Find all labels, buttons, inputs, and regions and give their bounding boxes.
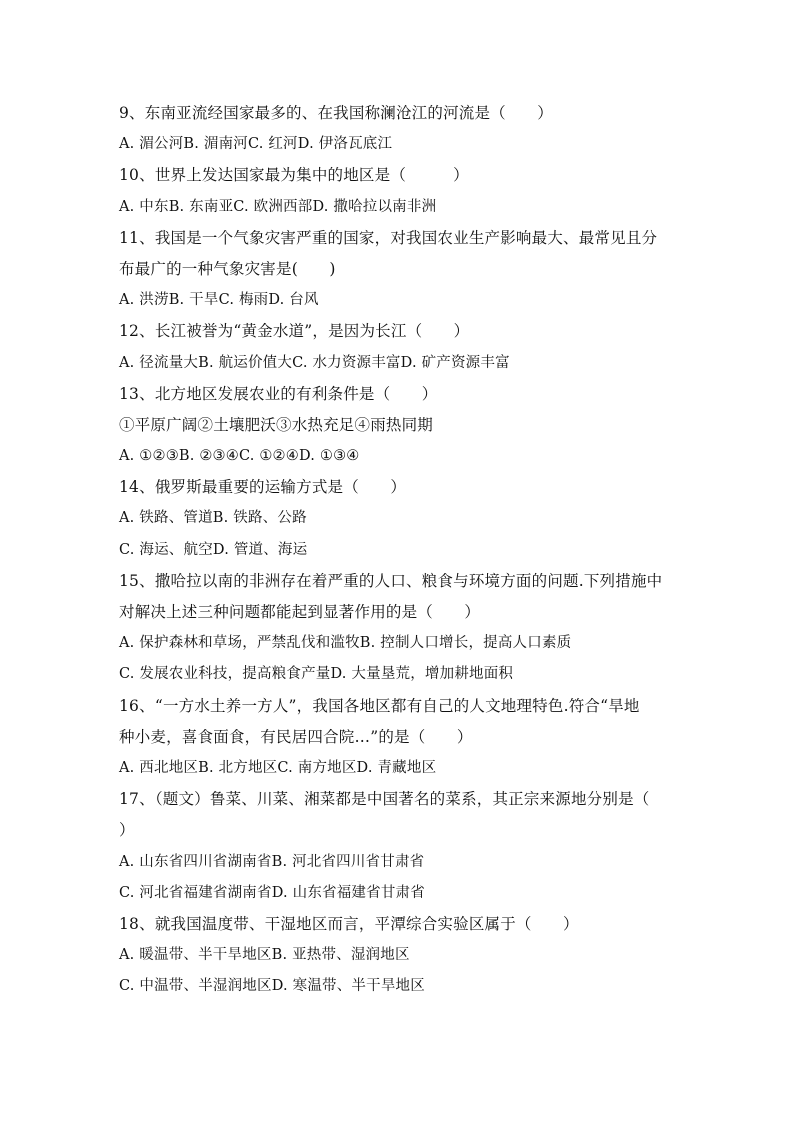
question-q11: [119, 223, 679, 317]
answer-options-line: A. 径流量大B. 航运价值大C. 水力资源丰富D. 矿产资源丰富: [119, 354, 510, 371]
question-q12: [119, 316, 679, 378]
answer-options-line: A. 保护森林和草场，严禁乱伐和滥牧B. 控制人口增长，提高人口素质: [119, 635, 572, 652]
question-q13: [119, 379, 679, 473]
answer-options-line: C. 海运、航空D. 管道、海运: [119, 541, 308, 558]
question-stem-line: 13、北方地区发展农业的有利条件是（ ）: [119, 384, 438, 403]
answer-options-line: A. 铁路、管道B. 铁路、公路: [119, 510, 307, 527]
question-q10: [119, 160, 679, 222]
answer-options-line: C. 发展农业科技，提高粮食产量D. 大量垦荒，增加耕地面积: [119, 666, 514, 683]
answer-options-line: A. 中东B. 东南亚C. 欧洲西部D. 撒哈拉以南非洲: [119, 198, 437, 215]
answer-options-line: A. 暖温带、半干旱地区B. 亚热带、湿润地区: [119, 947, 410, 964]
question-stem-line: 16、“一方水土养一方人”，我国各地区都有自己的人文地理特色.符合“旱地: [119, 696, 640, 715]
question-stem-line: 9、东南亚流经国家最多的、在我国称澜沧江的河流是（ ）: [119, 104, 553, 122]
question-q15: [119, 566, 679, 691]
question-stem-line: 对解决上述三种问题都能起到显著作用的是（ ）: [119, 603, 481, 621]
answer-options-line: A. 山东省四川省湖南省B. 河北省四川省甘肃省: [119, 853, 425, 870]
question-list: [119, 98, 679, 1002]
question-q9: [119, 98, 679, 160]
answer-options-line: A. ①②③B. ②③④C. ①②④D. ①③④: [119, 448, 360, 465]
question-stem-line: 14、俄罗斯最重要的运输方式是（ ）: [119, 478, 407, 497]
question-stem-line: 12、长江被誉为“黄金水道”，是因为长江（ ）: [119, 322, 470, 341]
question-stem-line: 布最广的一种气象灾害是( ): [119, 259, 336, 278]
question-stem-line: 种小麦，喜食面食，有民居四合院…”的是（ ）: [119, 727, 473, 746]
question-stem-line: 10、世界上发达国家最为集中的地区是（ ）: [119, 166, 469, 185]
answer-options-line: C. 河北省福建省湖南省D. 山东省福建省甘肃省: [119, 884, 425, 901]
question-q14: [119, 472, 679, 566]
question-q17: [119, 784, 679, 909]
answer-options-line: C. 中温带、半湿润地区D. 寒温带、半干旱地区: [119, 978, 425, 995]
answer-options-line: A. 洪涝B. 干旱C. 梅雨D. 台风: [119, 292, 319, 309]
question-stem-line: ①平原广阔②土壤肥沃③水热充足④雨热同期: [119, 415, 434, 434]
question-stem-line: 18、就我国温度带、干湿地区而言，平潭综合实验区属于（ ）: [119, 914, 579, 933]
question-stem-line: 15、撒哈拉以南的非洲存在着严重的人口、粮食与环境方面的问题.下列措施中: [119, 571, 663, 590]
question-q16: [119, 691, 679, 785]
question-q18: [119, 909, 679, 1003]
question-stem-line: 17、（题文）鲁菜、川菜、湘菜都是中国著名的菜系，其正宗来源地分别是（: [119, 790, 650, 809]
answer-options-line: A. 湄公河B. 湄南河C. 红河D. 伊洛瓦底江: [119, 136, 393, 153]
question-stem-line: 11、我国是一个气象灾害严重的国家，对我国农业生产影响最大、最常见且分: [119, 228, 658, 247]
question-stem-line: ）: [119, 821, 135, 840]
answer-options-line: A. 西北地区B. 北方地区C. 南方地区D. 青藏地区: [119, 759, 437, 776]
